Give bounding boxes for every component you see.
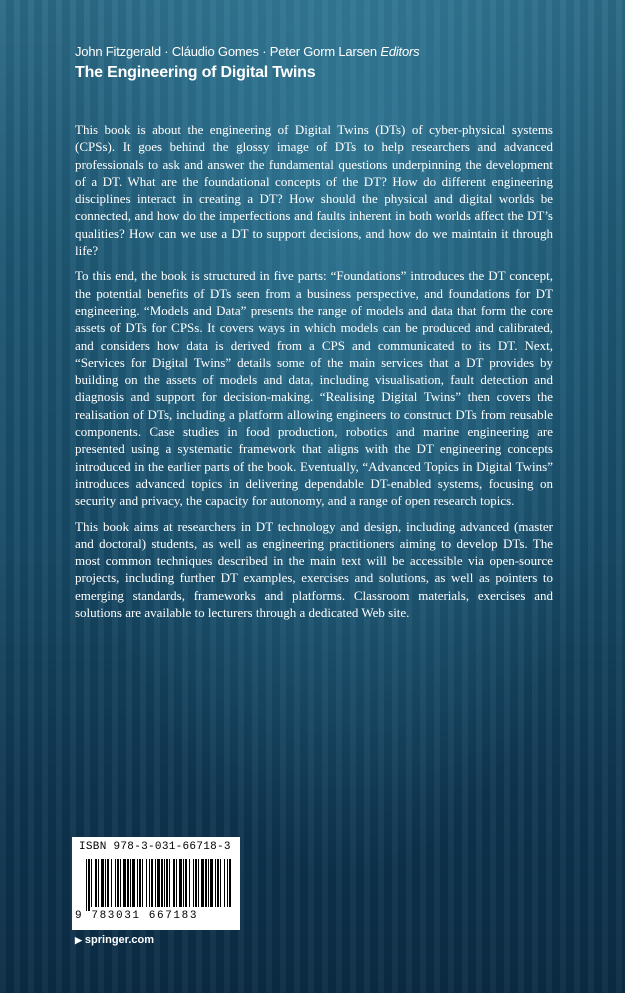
publisher-link-text: springer.com bbox=[84, 934, 154, 946]
triangle-right-icon: ▶ bbox=[75, 935, 82, 945]
description-paragraph-2: To this end, the book is structured in five parts: “Foundations” introduces the DT concept, the potential benefits of DTs seen from a business perspective, and foundations for DT engineering. “Models and Data” presents the range of models and data that form the core assets of DTs for CPSs. It covers ways in which models can be produced and calibrated, and considers how data is derived from a CPS and communicated to its DT. Next, “Services for Digital Twins” details some of the main services that a DT provides by building on the assets of models and data, including visualisation, fault detection and diagnosis and support for decision-making. “Realising Digital Twins” then covers the realisation of DTs, including a platform allowing engineers to construct DTs from reusable components. Case studies in food production, robotics and marine engineering are presented using a systematic framework that aligns with the DT engineering concepts introduced in the earlier parts of the book. Eventually, “Advanced Topics in Digital Twins” introduces advanced topics in delivering dependable DT-enabled systems, focusing on security and privacy, the capacity for autonomy, and a range of open research topics. bbox=[75, 268, 553, 509]
editors-role: Editors bbox=[380, 44, 420, 59]
description-paragraph-3: This book aims at researchers in DT technology and design, including advanced (master and doctoral) students, as well as engineering practitioners aiming to develop DTs. The most common techniques described in the main text will be accessible via open-source projects, including further DT examples, exercises and solutions, as well as pointers to emerging standards, frameworks and platforms. Classroom materials, exercises and solutions are available to lecturers through a dedicated Web site. bbox=[75, 518, 553, 621]
isbn-label: ISBN 978-3-031-66718-3 bbox=[79, 841, 231, 853]
isbn-barcode bbox=[72, 837, 240, 930]
book-description bbox=[75, 121, 553, 629]
editors-names: John Fitzgerald · Cláudio Gomes · Peter Gorm Larsen bbox=[75, 44, 377, 59]
publisher-link[interactable] bbox=[75, 934, 154, 946]
description-paragraph-1: This book is about the engineering of Digital Twins (DTs) of cyber-physical systems (CPSs). It goes behind the glossy image of DTs to help researchers and advanced professionals to ask and answer the fundamental questions underpinning the development of a DT. What are the foundational concepts of the DT? How do different engineering disciplines interact in creating a DT? How should the physical and digital worlds be connected, and how do the imperfections and faults inherent in both worlds affect the DT’s qualities? How can we use a DT to support decisions, and how do we maintain it through life? bbox=[75, 122, 553, 259]
barcode-digits: 9 783031 667183 bbox=[75, 910, 199, 922]
book-title: The Engineering of Digital Twins bbox=[75, 64, 316, 81]
barcode-bars bbox=[86, 859, 232, 911]
editors-line bbox=[75, 44, 419, 59]
